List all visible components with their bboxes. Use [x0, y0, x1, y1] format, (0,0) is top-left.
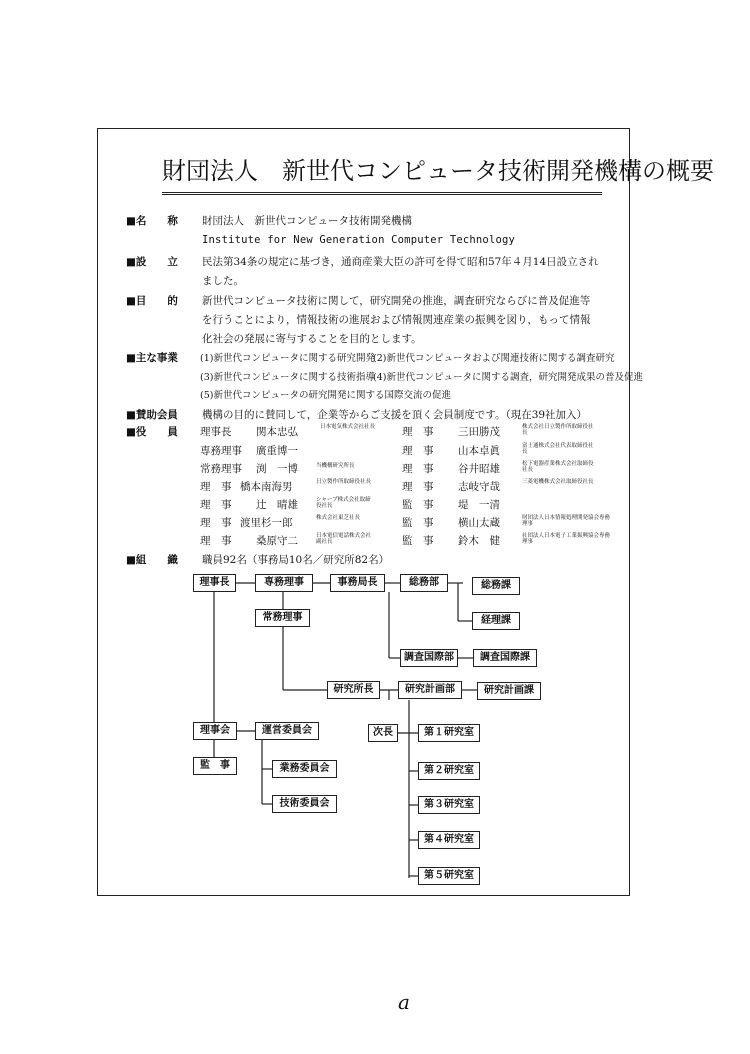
officer-note: 日立製作所取締役社長: [316, 479, 372, 485]
activity-item: (3)新世代コンピュータに関する技術指導: [200, 372, 375, 383]
officer-role: 専務理事: [200, 445, 242, 457]
org-box-lab: 第２研究室: [418, 762, 480, 780]
officer-role: 理 事: [200, 535, 232, 547]
officer-note: 日本電信電話株式会社副社長: [316, 533, 372, 545]
officer-note: 当機構研究所長: [316, 463, 355, 469]
activity-item: (1)新世代コンピュータに関する研究開発: [200, 353, 375, 364]
org-box-general-affairs-sec: 総務課: [472, 577, 520, 595]
established-line1: 民法第34条の規定に基づき，通商産業大臣の許可を得て昭和57年４月14日設立され: [202, 256, 599, 268]
officer-name: 辻 晴雄: [256, 499, 298, 511]
officer-note: 三菱電機株式会社取締役社長: [522, 479, 594, 485]
org-box-research-intl-dept: 調査国際部: [400, 649, 458, 667]
org-box-senior-director: 専務理事: [255, 574, 313, 592]
officer-note: 株式会社日立製作所取締役社長: [522, 424, 594, 436]
officer-role: 理 事: [200, 481, 232, 493]
name-en: Institute for New Generation Computer Technology: [202, 234, 516, 246]
label-organization: ■組 織: [126, 554, 178, 566]
page-title: 財団法人 新世代コンピュータ技術開発機構の概要: [162, 152, 602, 195]
org-box-lab: 第１研究室: [418, 724, 480, 742]
org-box-business-committee: 業務委員会: [272, 760, 337, 778]
officer-note: 日本電気株式会社社長: [320, 424, 376, 430]
established-line2: ました。: [202, 275, 244, 287]
officer-role: 理 事: [402, 426, 434, 438]
officer-name: 山本卓眞: [458, 445, 500, 457]
officer-note: 株式会社東芝社長: [316, 515, 361, 521]
officer-name: 廣重博一: [256, 445, 298, 457]
officer-note: 富士通株式会社代表取締役社長: [522, 443, 594, 455]
officer-role: 常務理事: [200, 463, 242, 475]
officer-name: 渕 一博: [256, 463, 298, 475]
officer-name: 横山太蔵: [458, 517, 500, 529]
officer-role: 理 事: [200, 517, 232, 529]
officer-name: 鈴木 健: [458, 535, 500, 547]
officer-name: 堤 一清: [458, 499, 500, 511]
purpose-line3: 化社会の発展に寄与することを目的とします。: [202, 333, 422, 345]
officer-role: 理 事: [402, 463, 434, 475]
members-text: 機構の目的に賛同して，企業等からご支援を頂く会員制度です。（現在39社加入）: [202, 409, 588, 421]
org-box-auditor: 監 事: [193, 757, 237, 775]
officer-role: 理事長: [200, 426, 232, 438]
officer-name: 志岐守哉: [458, 481, 500, 493]
org-box-research-intl-sec: 調査国際課: [473, 649, 537, 667]
officer-role: 理 事: [200, 499, 232, 511]
officer-note: 社団法人日本電子工業振興協会専務理事: [522, 533, 611, 545]
org-box-lab: 第３研究室: [418, 796, 480, 814]
officer-role: 監 事: [402, 517, 434, 529]
officer-role: 理 事: [402, 445, 434, 457]
officer-note: 松下電器産業株式会社取締役社長: [522, 461, 594, 473]
org-box-secretariat-head: 事務局長: [330, 574, 385, 592]
name-ja: 財団法人 新世代コンピュータ技術開発機構: [202, 215, 412, 227]
org-box-technical-committee: 技術委員会: [272, 795, 337, 813]
label-established: ■設 立: [126, 256, 178, 268]
org-box-lab: 第４研究室: [418, 831, 480, 849]
label-activities: ■主な事業: [126, 352, 178, 364]
officer-role: 監 事: [402, 535, 434, 547]
officer-name: 関本忠弘: [256, 426, 298, 438]
officer-name: 谷井昭雄: [458, 463, 500, 475]
org-box-board: 理事会: [193, 722, 237, 740]
org-box-lab: 第５研究室: [418, 867, 480, 885]
organization-text: 職員92名（事務局10名／研究所82名）: [202, 554, 390, 566]
officer-note: 財団法人日本情報処理開発協会専務理事: [522, 515, 611, 527]
org-box-accounting-sec: 経理課: [472, 612, 520, 630]
label-name: ■名 称: [126, 215, 178, 227]
org-box-steering-committee: 運営委員会: [255, 722, 319, 740]
activity-item: (2)新世代コンピュータおよび関連技術に関する調査研究: [373, 353, 615, 364]
activity-item: (5)新世代コンピュータの研究開発に関する国際交流の促進: [200, 390, 451, 401]
org-box-general-affairs-dept: 総務部: [400, 574, 448, 592]
handwritten-page-mark: a: [398, 990, 410, 1014]
org-box-chairman: 理事長: [193, 574, 236, 592]
label-officers: ■役 員: [126, 426, 178, 438]
org-box-planning-sec: 研究計画課: [477, 682, 541, 700]
officer-name: 三田勝茂: [458, 426, 500, 438]
officer-role: 監 事: [402, 499, 434, 511]
officer-name: 橋本南海男: [240, 481, 293, 493]
label-members: ■賛助会員: [126, 409, 178, 421]
purpose-line1: 新世代コンピュータ技術に関して，研究開発の推進，調査研究ならびに普及促進等: [202, 295, 591, 307]
org-box-deputy: 次長: [368, 724, 398, 742]
org-box-institute-director: 研究所長: [327, 681, 380, 699]
officer-name: 渡里杉一郎: [240, 517, 293, 529]
activity-item: (4)新世代コンピュータに関する調査，研究開発成果の普及促進: [373, 372, 643, 383]
label-purpose: ■目 的: [126, 295, 178, 307]
org-box-managing-director: 常務理事: [255, 609, 310, 627]
org-box-planning-dept: 研究計画部: [398, 681, 462, 699]
officer-note: シャープ株式会社取締役社長: [316, 497, 371, 509]
officer-role: 理 事: [402, 481, 434, 493]
officer-name: 桑原守二: [256, 535, 298, 547]
purpose-line2: を行うことにより，情報技術の進展および情報関連産業の振興を図り，もって情報: [202, 314, 591, 326]
